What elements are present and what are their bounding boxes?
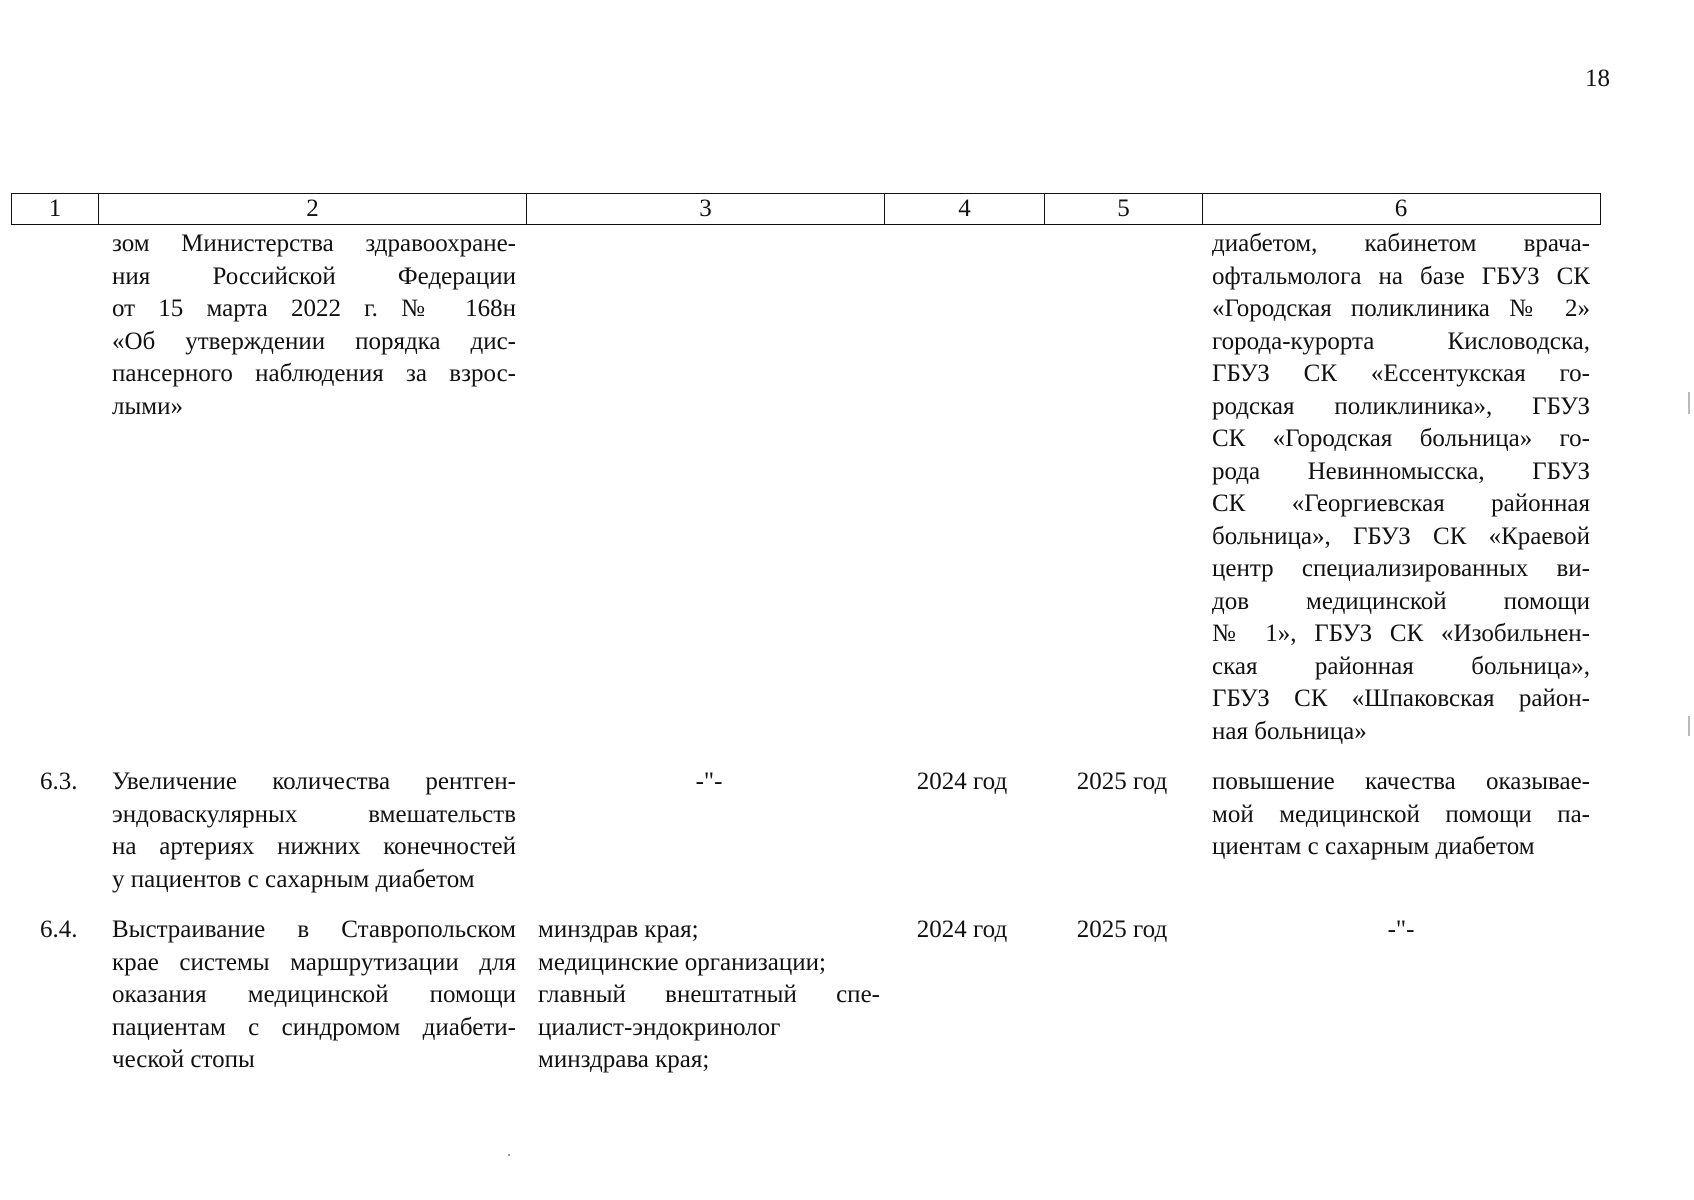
- text-line: города-курорта Кисловодска,: [1212, 327, 1590, 355]
- text-line: крае системы маршрутизации для: [112, 948, 516, 976]
- table-header-row: [11, 193, 1601, 225]
- text-line: «Городская поликлиника № 2»: [1212, 295, 1590, 322]
- row-result: [1212, 766, 1590, 864]
- row-description: [112, 914, 516, 1077]
- text-line: мой медицинской помощи па-: [1212, 800, 1590, 828]
- text-line: Увеличение количества рентген-: [112, 768, 516, 795]
- text-line: ния Российской Федерации: [112, 262, 516, 290]
- continuation-col6: [1212, 228, 1590, 748]
- page-number: 18: [1585, 65, 1610, 92]
- row-start-year: 2024 год: [916, 768, 1008, 795]
- text-line: повышение качества оказывае-: [1212, 768, 1590, 795]
- text-line: ГБУЗ СК «Ессентукская го-: [1212, 360, 1590, 387]
- header-col-4: 4: [884, 194, 1044, 224]
- row-description: [112, 766, 516, 896]
- text-line: ческой стопы: [112, 1046, 255, 1073]
- scan-artifact: [1688, 716, 1690, 736]
- header-col-3: 3: [526, 194, 884, 224]
- row-number: 6.3.: [40, 768, 78, 795]
- text-line: на артериях нижних конечностей: [112, 833, 516, 860]
- text-line: СК «Георгиевская районная: [1212, 490, 1590, 517]
- header-col-2: 2: [98, 194, 526, 224]
- text-line: № 1», ГБУЗ СК «Изобильнен-: [1212, 620, 1590, 647]
- text-line: больница», ГБУЗ СК «Краевой: [1212, 522, 1590, 550]
- text-line: оказания медицинской помощи: [112, 981, 516, 1008]
- header-col-5: 5: [1044, 194, 1202, 224]
- header-col-6: 6: [1202, 194, 1599, 224]
- text-line: минздрав края;: [538, 916, 699, 943]
- row-number: 6.4.: [40, 916, 78, 943]
- text-line: центр специализированных ви-: [1212, 555, 1590, 582]
- text-line: у пациентов с сахарным диабетом: [112, 865, 475, 893]
- text-line: медицинские организации;: [538, 948, 826, 976]
- row-responsible: [538, 766, 880, 799]
- header-col-1: 1: [48, 195, 62, 222]
- row-end-year: 2025 год: [1076, 916, 1168, 943]
- text-line: -"-: [1387, 916, 1415, 943]
- text-line: «Об утверждении порядка дис-: [112, 327, 516, 355]
- scan-artifact: [1688, 392, 1690, 414]
- text-line: ная больница»: [1212, 717, 1367, 745]
- text-line: пансерного наблюдения за взрос-: [112, 360, 516, 387]
- row-result: [1212, 914, 1590, 947]
- text-line: эндоваскулярных вмешательств: [112, 800, 516, 828]
- text-line: циалист-эндокринолог: [538, 1013, 781, 1041]
- text-line: Выстраивание в Ставропольском: [112, 916, 516, 943]
- text-line: СК «Городская больница» го-: [1212, 425, 1590, 452]
- row-end-year: 2025 год: [1076, 768, 1168, 795]
- text-line: циентам с сахарным диабетом: [1212, 833, 1535, 860]
- text-line: диабетом, кабинетом врача-: [1212, 230, 1590, 257]
- text-line: рода Невинномысска, ГБУЗ: [1212, 457, 1590, 485]
- text-line: минздрава края;: [538, 1046, 710, 1073]
- text-line: офтальмолога на базе ГБУЗ СК: [1212, 262, 1590, 290]
- text-line: пациентам с синдромом диабети-: [112, 1013, 516, 1041]
- text-line: -"-: [695, 768, 723, 795]
- text-line: зом Министерства здравоохране-: [112, 230, 516, 257]
- row-start-year: 2024 год: [916, 916, 1008, 943]
- text-line: дов медицинской помощи: [1212, 587, 1590, 615]
- text-line: родская поликлиника», ГБУЗ: [1212, 392, 1590, 420]
- continuation-col2: [112, 228, 516, 423]
- text-line: ГБУЗ СК «Шпаковская район-: [1212, 685, 1590, 712]
- scan-artifact: [508, 1154, 510, 1156]
- text-line: лыми»: [112, 392, 183, 420]
- row-responsible: [538, 914, 880, 1077]
- text-line: от 15 марта 2022 г. № 168н: [112, 295, 516, 322]
- text-line: главный внештатный спе-: [538, 981, 880, 1008]
- text-line: ская районная больница»,: [1212, 652, 1590, 680]
